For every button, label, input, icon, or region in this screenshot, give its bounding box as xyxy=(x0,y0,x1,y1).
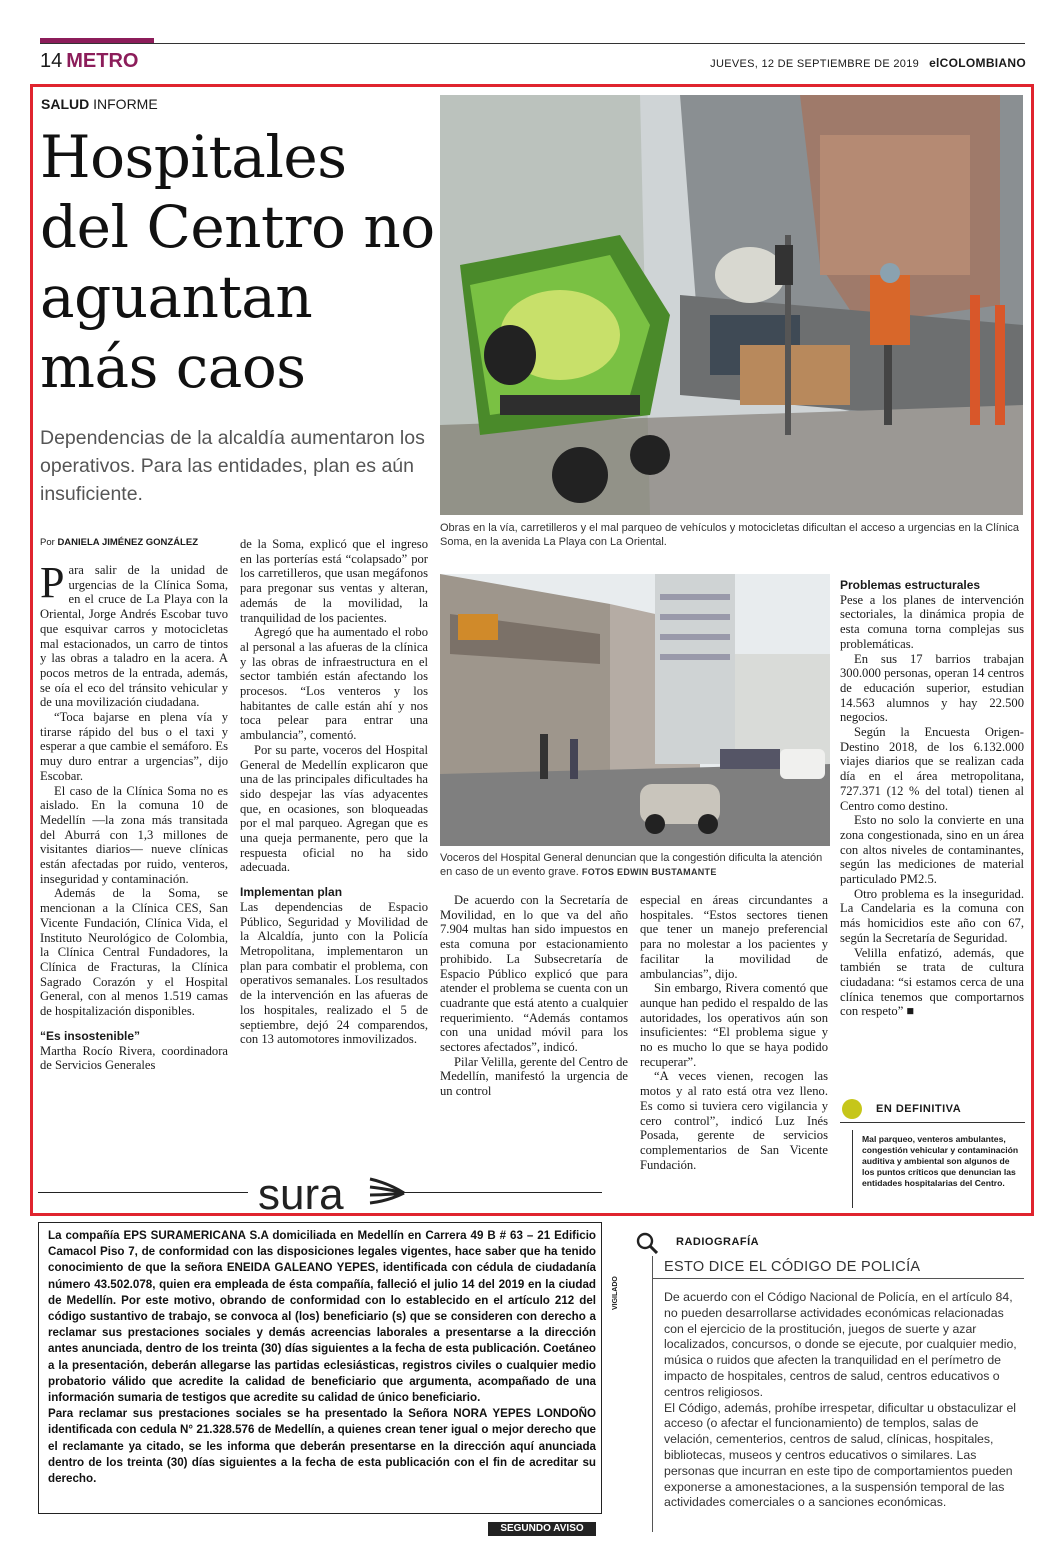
paragraph: Pilar Velilla, gerente del Centro de Medellín, manifestó la urgencia de un control xyxy=(440,1054,628,1099)
article-headline: Hospitales del Centro no aguantan más caos xyxy=(40,123,435,401)
paragraph: Velilla enfatizó, además, que también se trata de cultura ciudadana: “si estamos cerca de una clínica tenemos que comportarnos con respeto” ■ xyxy=(840,945,1024,1019)
sidebar-vertical-rule xyxy=(652,1256,653,1532)
photo-hospital-general xyxy=(440,574,830,846)
paragraph: En sus 17 barrios trabajan 300.000 personas, operan 14 centros de educación superior, estudian 14.563 alumnos y hay 22.500 negocios. xyxy=(840,651,1024,725)
sidebar-paragraph: El Código, además, prohíbe irrespetar, dificultar u obstaculizar el acceso (o afectar el funcionamiento) de templos, salas de velación, cementerios, centros de salud, clínicas, hospitales, bibliotecas, museos y centros educativos o similares. Las personas que incurran en este tipo de comportamientos pueden exponerse a amonestaciones, a la suspensión temporal de las actividades comerciales o a sanciones económicas. xyxy=(664,1400,1017,1510)
ad-top-rule-right xyxy=(400,1192,602,1193)
photo-second-caption xyxy=(440,851,830,879)
byline-author: DANIELA JIMÉNEZ GONZÁLEZ xyxy=(57,537,199,548)
photo-clinica-soma xyxy=(440,95,1023,515)
paragraph-text: ara salir de la unidad de urgencias de la Clínica Soma, en el cruce de La Playa con la Oriental, Jorge Andrés Escobar tuvo que esquivar carros y motocicletas mal estacionados, un carro de tintos y las obras a taladro en la acera. A pocos metros de la entrada, además, se oía el eco del tránsito vehicular y de una movilización ciudadana. xyxy=(40,563,228,710)
paragraph: El caso de la Clínica Soma no es aislado. En la comuna 10 de Medellín —la zona más transitada del Aburrá con 1,3 millones de visitantes diarios— nueve clínicas están afectadas por ruido, venteros, inseguridad y contaminación. xyxy=(40,783,228,886)
paragraph: Sin embargo, Rivera comentó que aunque han pedido el respaldo de las autoridades, los operativos aún son insuficientes: “El problema sigue y no es mucho lo que se haya podido recuperar”. xyxy=(640,981,828,1069)
subheading: Problemas estructurales xyxy=(840,578,981,592)
paragraph: Además de la Soma, se mencionan a la Clínica CES, San Vicente Fundación, Clínica Vida, el Instituto Neurológico de Colombia, la Clínica Central Fundadores, la Clínica de Fracturas, la Clínica Sagrado Corazón y el Hospital General, con al menos 1.519 camas de hospitalización disponibles. xyxy=(40,886,228,1019)
text-column-4 xyxy=(640,893,828,1172)
paragraph: de la Soma, explicó que el ingreso en las porterías está “colapsado” por los carretilleros, que usan megáfonos para pregonar sus ventas y alteran, además de la movilidad, la tranquilidad de los pacientes. xyxy=(240,537,428,625)
dateline xyxy=(710,56,1026,70)
summary-rule xyxy=(840,1122,1025,1123)
sura-logo: sura xyxy=(258,1170,344,1219)
paragraph: Las dependencias de Espacio Público, Seguridad y Movilidad de la Alcaldía, junto con la Policía Metropolitana, implementaron un plan para combatir el problema, con operativos semanales. Los resultados de la intervención en las afueras de los hospitales, realizado el 5 de septiembre, dejó 24 comparendos, con 13 automotores inmovilizados. xyxy=(240,899,428,1047)
paragraph: Martha Rocío Rivera, coordinadora de Servicios Generales xyxy=(40,1043,228,1073)
summary-vertical-rule xyxy=(852,1130,853,1208)
magnifier-icon xyxy=(636,1232,658,1254)
sidebar-title: RADIOGRAFÍA xyxy=(676,1236,760,1248)
caption-text: Voceros del Hospital General denuncian que la congestión dificulta la atención en caso de un evento grave. xyxy=(440,852,823,878)
summary-title: EN DEFINITIVA xyxy=(876,1103,962,1115)
newspaper-logo: elCOLOMBIANO xyxy=(929,56,1026,70)
sidebar-heading: ESTO DICE EL CÓDIGO DE POLICÍA xyxy=(664,1259,921,1275)
drop-cap: P xyxy=(40,558,65,607)
photo-main-caption: Obras en la vía, carretilleros y el mal parqueo de vehículos y motocicletas dificultan el acceso a urgencias en la Clínica Soma, en la avenida La Playa con La Oriental. xyxy=(440,522,1020,548)
subheading: “Es insostenible” xyxy=(40,1028,141,1043)
paragraph: Otro problema es la inseguridad. La Candelaria es la comuna con más homicidios este año con 67, según la Secretaría de Seguridad. xyxy=(840,886,1024,945)
text-column-5 xyxy=(840,578,1024,1019)
paragraph: Por su parte, voceros del Hospital General de Medellín explicaron que una de las principales dificultades ha sido despejar las vías adyacentes que, en ocasiones, son bloqueadas por el mal parqueo. Agregan que es una queja permanente, pero que la respuesta oficial no ha sido adecuada. xyxy=(240,742,428,875)
paragraph: Pese a los planes de intervención sectoriales, la dinámica propia de esta comuna torna complejas sus problemáticas. xyxy=(840,592,1024,651)
issue-date: JUEVES, 12 DE SEPTIEMBRE DE 2019 xyxy=(710,58,920,70)
paragraph: “A veces vienen, recogen las motos y al rato está otra vez lleno. Es como si tuviera cero vigilancia y cero control”, indicó Luz Inés Posada, gerente de servicios complementarios de San Vicente Fundación. xyxy=(640,1069,828,1172)
paragraph xyxy=(40,558,228,710)
paragraph: especial en áreas circundantes a hospitales. “Estos sectores tienen que tener un manejo preferencial para no molestar a los pacientes y facilitar la movilidad de ambulancias”, dijo. xyxy=(640,893,828,981)
article-deck: Dependencias de la alcaldía aumentaron los operativos. Para las entidades, plan es aún insuficiente. xyxy=(40,427,425,505)
paragraph: Esto no solo la convierte en una zona congestionada, sino en un área con altos niveles de contaminantes, según las mediciones de material particulado PM2.5. xyxy=(840,813,1024,887)
paragraph: “Toca bajarse en plena vía y tirarse rápido del bus o el taxi y esperar a que cambie el semáforo. Es muy duro entrar a urgencias”, dijo Escobar. xyxy=(40,710,228,783)
notice-paragraph: La compañía EPS SURAMERICANA S.A domiciliada en Medellín en Carrera 49 B # 63 – 21 Edificio Camacol Piso 7, de conformidad con las disposiciones legales vigentes, hace saber que ha tenido conocimiento de que la señora ENEIDA GALEANO YEPES, identificada con cédula de ciudadanía número 43.502.078, quien era empleada de ésta compañía, falleció el julio 14 del 2019 en la ciudad de Medellín. Por este motivo, obrando de conformidad con lo establecido en el artículo 212 del código sustantivo de trabajo, se convoca al (los) beneficiario (s) que se consideren con derecho a reclamar sus prestaciones sociales y demás acreencias laborales a presentarse a la dirección antes anunciada, dentro de los treinta (30) días siguientes a la fecha de esta publicación. Coetáneo a la presentación, deberán allegarse las partidas eclesiásticas, registros civiles o cualquier medio probatorio válido que acredite la calidad de beneficiario que argumenta, acompañado de una información sumaria de testigos que acredite su calidad de único beneficiario. xyxy=(48,1229,596,1405)
byline-prefix: Por xyxy=(40,537,55,548)
summary-badge-icon xyxy=(842,1099,862,1119)
notice-label: SEGUNDO AVISO xyxy=(488,1522,596,1536)
ad-top-rule-left xyxy=(38,1192,248,1193)
paragraph: De acuerdo con la Secretaría de Movilidad, en lo que va del año 7.904 multas han sido impuestos en esta comuna por estacionamiento prohibido. La Subsecretaría de Espacio Público explicó que para atender el problema se cuenta con un cuadrante que está atento a cualquier requerimiento. “Además contamos con una unidad móvil para los sectores afectados”, indicó. xyxy=(440,893,628,1055)
text-column-3 xyxy=(440,893,628,1099)
header-rule xyxy=(40,43,1025,44)
photo-credit: FOTOS EDWIN BUSTAMANTE xyxy=(581,867,717,877)
sidebar-text xyxy=(664,1290,1020,1511)
page-folio xyxy=(40,50,138,73)
notice-paragraph: Para reclamar sus prestaciones sociales se ha presentado la Señora NORA YEPES LONDOÑO identificada con cedula N° 21.328.576 de Medellín, a quienes crean tener igual o mejor derecho que el reclamante ya citado, se les informa que deberán presentarse en la dirección aquí anunciada dentro de los treinta (30) días siguientes a la fecha de esta publicación con el fin de acreditar su derecho. xyxy=(48,1407,596,1486)
sidebar-paragraph: De acuerdo con el Código Nacional de Policía, en el artículo 84, no pueden desarrollarse actividades económicas relacionadas con el ejercicio de la prostitución, juegos de suerte y azar localizados, concursos, o donde se ejecute, por cualquier medio, música o ruidos que afecten la tranquilidad en el perímetro de impacto de hospitales, centros de salud, centros educativos o centros religiosos. xyxy=(664,1290,1017,1399)
section-name: METRO xyxy=(66,50,139,72)
text-column-1 xyxy=(40,558,228,1073)
subheading: Implementan plan xyxy=(240,885,343,900)
sura-wings-icon xyxy=(368,1175,408,1211)
paragraph: Según la Encuesta Origen-Destino 2018, de los 6.132.000 viajes diarios que se realizan cada día en el área metropolitana, 727.371 (12 % del total) tienen al Centro como destino. xyxy=(840,725,1024,813)
kicker-topic: SALUD xyxy=(41,96,90,112)
sidebar-heading-rule xyxy=(652,1278,1024,1279)
page-number: 14 xyxy=(40,50,63,72)
kicker-type: INFORME xyxy=(93,96,158,112)
text-column-2 xyxy=(240,537,428,1047)
byline xyxy=(40,537,198,548)
summary-text: Mal parqueo, venteros ambulantes, congestión vehicular y contaminación auditiva y ambiental son algunos de los puntos críticos que denuncian las entidades hospitalarias del Centro. xyxy=(862,1134,1019,1188)
paragraph: Agregó que ha aumentado el robo al personal a las afueras de la clínica y las obras de infraestructura en el sector también están afectando los procesos. “Los venteros y los habitantes de calle están ahí y nos toca pelear para entrar una ambulancia”, comentó. xyxy=(240,625,428,743)
legal-notice-text xyxy=(48,1228,596,1487)
vigilado-mark: VIGILADO xyxy=(612,1276,619,1310)
article-kicker xyxy=(41,96,158,112)
